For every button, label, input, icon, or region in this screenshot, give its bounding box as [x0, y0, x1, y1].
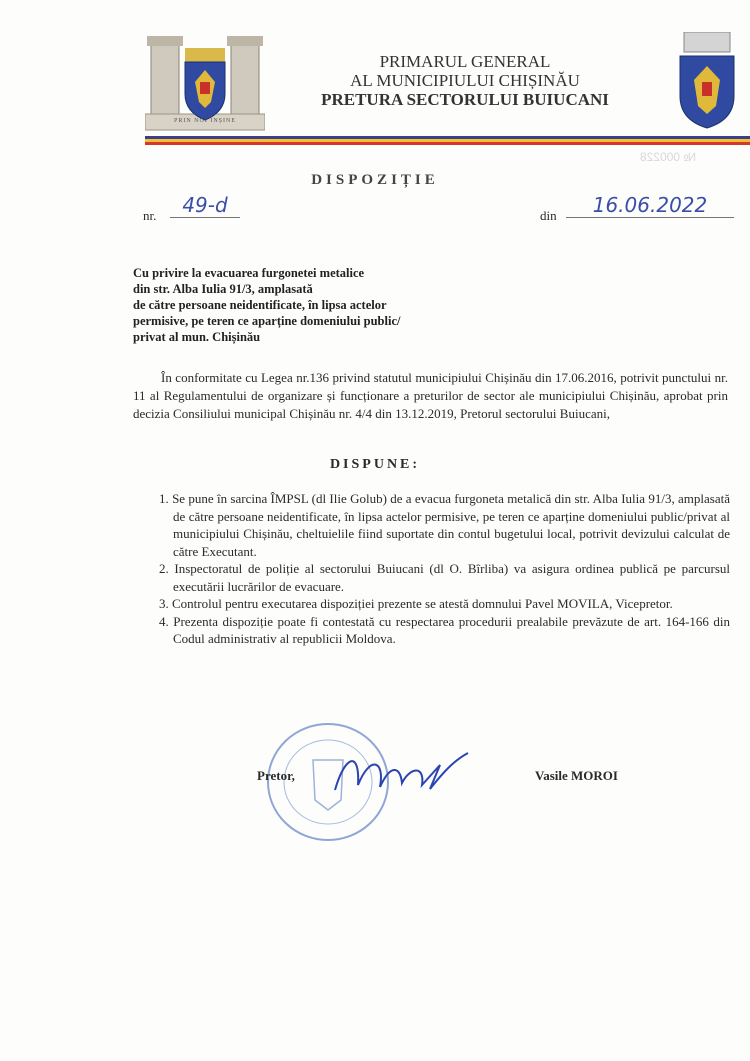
document-number: 49-d: [170, 193, 240, 218]
dispositions-list: [155, 490, 730, 648]
header-line-1: PRIMARUL GENERAL: [379, 52, 551, 71]
subject-line: de către persoane neidentificate, în lipsa actelor: [133, 298, 387, 312]
sector-crest: [678, 32, 736, 130]
signatory-role: Pretor,: [257, 768, 295, 783]
header-line-2: AL MUNICIPIULUI CHIȘINĂU: [350, 71, 580, 90]
chisinau-emblem: [145, 32, 265, 132]
intro-paragraph: În conformitate cu Legea nr.136 privind statutul municipiului Chișinău din 17.06.2016, potrivit punctului nr. 11 al Regulamentului de organizare și funcționare a preturilor de sector ale municipiului Chișinău, aprobat prin decizia Consiliului municipal Chișinău nr. 4/4 din 13.12.2019, Pretorul sectorului Buiucani,: [133, 370, 728, 421]
emblem-motto: PRIN NOI ÎNȘINE: [174, 118, 236, 124]
list-item: 4. Prezenta dispoziție poate fi contestată cu respectarea procedurii prealabile prevăzute de art. 164-166 din Codul administrativ al republicii Moldova.: [159, 613, 730, 646]
subject-line: privat al mun. Chișinău: [133, 330, 261, 344]
tricolor-rule: [145, 136, 750, 145]
list-item: 2. Inspectoratul de poliție al sectorului Buiucani (dl O. Bîrliba) va asigura ordinea publică pe parcursul executării lucrărilor de evacuare.: [159, 561, 730, 594]
handwritten-signature: [330, 745, 470, 800]
bleed-through-number: № 000228: [640, 150, 697, 164]
dispune-heading: DISPUNE:: [329, 457, 421, 472]
subject: [133, 265, 400, 345]
number-label: nr.: [143, 208, 157, 223]
list-item: 1. Se pune în sarcina ÎMPSL (dl Ilie Golub) de a evacua furgoneta metalică din str. Alba Iulia 91/3, amplasată de către persoane neidentificate, în lipsa actelor permisive, pe teren ce aparține domeniului public/privat al municipiului Chișinău, cheltuielile fiind suportate din contul bugetului local, potrivit devizului calculat de către Executant.: [159, 491, 730, 559]
header-line-3: PRETURA SECTORULUI BUIUCANI: [321, 90, 609, 109]
signatory-name: Vasile MOROI: [535, 768, 618, 783]
date-label: din: [540, 208, 557, 223]
subject-line: permisive, pe teren ce aparține domeniului public/: [133, 314, 401, 328]
list-item: 3. Controlul pentru executarea dispoziției prezente se atestă domnului Pavel MOVILA, Vicepretor.: [159, 596, 673, 611]
subject-line: Cu privire la evacuarea furgonetei metalice: [133, 266, 365, 280]
document-date: 16.06.2022: [566, 193, 734, 218]
header-title: [300, 52, 630, 109]
document-title: DISPOZIȚIE: [311, 172, 439, 188]
subject-line: din str. Alba Iulia 91/3, amplasată: [133, 282, 313, 296]
